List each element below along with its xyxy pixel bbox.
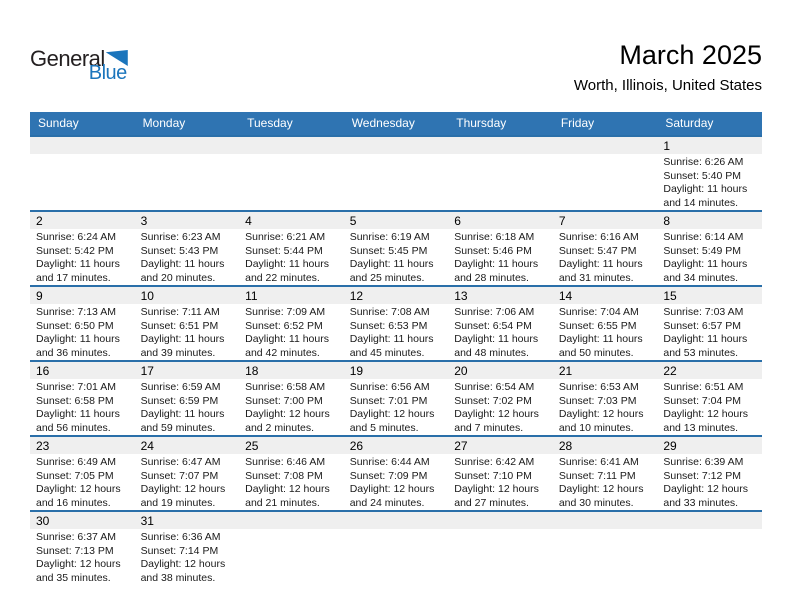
sunrise-line: Sunrise: 6:58 AM xyxy=(245,381,326,393)
sunset-line: Sunset: 5:49 PM xyxy=(663,244,742,257)
day-details xyxy=(553,529,658,531)
weekday-header: Tuesday xyxy=(239,112,344,136)
sunset-line: Sunset: 7:09 PM xyxy=(349,469,428,482)
day-cell xyxy=(239,436,344,511)
day-cell xyxy=(344,361,449,436)
weekday-header: Monday xyxy=(135,112,240,136)
day-details xyxy=(135,379,240,435)
logo-text-general: General xyxy=(30,46,105,71)
daylight-line: Daylight: 11 hours and 34 minutes. xyxy=(663,258,748,284)
day-number: 9 xyxy=(30,287,135,304)
sunset-line: Sunset: 7:13 PM xyxy=(36,544,114,557)
sunrise-line: Sunrise: 7:01 AM xyxy=(36,381,116,393)
day-cell xyxy=(344,436,449,511)
day-cell xyxy=(657,286,762,361)
sunset-line: Sunset: 5:40 PM xyxy=(663,169,742,182)
day-number: 6 xyxy=(448,212,553,229)
day-number xyxy=(135,137,240,154)
sunrise-line: Sunrise: 6:56 AM xyxy=(349,381,430,393)
day-number: 11 xyxy=(239,287,344,304)
day-details xyxy=(344,529,449,531)
day-number xyxy=(553,137,658,154)
daylight-line: Daylight: 12 hours and 21 minutes. xyxy=(245,483,330,509)
week-row xyxy=(30,286,762,361)
sunset-line: Sunset: 6:58 PM xyxy=(36,394,114,407)
day-cell xyxy=(448,511,553,585)
day-cell xyxy=(239,211,344,286)
day-cell xyxy=(553,136,658,211)
day-cell xyxy=(553,211,658,286)
day-cell xyxy=(30,136,135,211)
day-number xyxy=(30,137,135,154)
sunset-line: Sunset: 7:04 PM xyxy=(663,394,742,407)
sunrise-line: Sunrise: 6:51 AM xyxy=(663,381,744,393)
day-number: 14 xyxy=(553,287,658,304)
sunset-line: Sunset: 5:42 PM xyxy=(36,244,114,257)
day-details xyxy=(344,454,449,510)
daylight-line: Daylight: 11 hours and 42 minutes. xyxy=(245,333,329,359)
week-row xyxy=(30,436,762,511)
day-number: 29 xyxy=(657,437,762,454)
day-number: 26 xyxy=(344,437,449,454)
day-details xyxy=(239,154,344,156)
sunset-line: Sunset: 7:07 PM xyxy=(140,469,219,482)
sunrise-line: Sunrise: 6:47 AM xyxy=(140,456,221,468)
day-number xyxy=(448,137,553,154)
day-number: 22 xyxy=(657,362,762,379)
day-number: 18 xyxy=(239,362,344,379)
sunset-line: Sunset: 7:10 PM xyxy=(454,469,532,482)
sunrise-line: Sunrise: 6:23 AM xyxy=(140,231,221,243)
sunset-line: Sunset: 6:53 PM xyxy=(349,319,428,332)
week-row xyxy=(30,211,762,286)
day-number xyxy=(553,512,658,529)
day-details xyxy=(448,529,553,531)
day-number: 23 xyxy=(30,437,135,454)
day-details xyxy=(448,229,553,285)
daylight-line: Daylight: 11 hours and 56 minutes. xyxy=(36,408,120,434)
day-cell xyxy=(135,211,240,286)
day-cell xyxy=(448,361,553,436)
daylight-line: Daylight: 11 hours and 36 minutes. xyxy=(36,333,120,359)
sunset-line: Sunset: 5:47 PM xyxy=(558,244,637,257)
sunset-line: Sunset: 5:45 PM xyxy=(349,244,428,257)
day-cell xyxy=(239,286,344,361)
daylight-line: Daylight: 12 hours and 16 minutes. xyxy=(36,483,121,509)
week-row xyxy=(30,136,762,211)
day-cell xyxy=(448,436,553,511)
day-cell xyxy=(553,436,658,511)
week-row xyxy=(30,511,762,585)
sunrise-line: Sunrise: 7:08 AM xyxy=(349,306,430,318)
day-number: 13 xyxy=(448,287,553,304)
day-cell xyxy=(657,136,762,211)
day-number: 20 xyxy=(448,362,553,379)
sunrise-line: Sunrise: 7:11 AM xyxy=(140,306,220,318)
day-number: 7 xyxy=(553,212,658,229)
day-details xyxy=(30,154,135,156)
day-number: 24 xyxy=(135,437,240,454)
day-details xyxy=(344,229,449,285)
day-details xyxy=(135,304,240,360)
day-details xyxy=(448,154,553,156)
sunset-line: Sunset: 6:57 PM xyxy=(663,319,742,332)
daylight-line: Daylight: 12 hours and 7 minutes. xyxy=(454,408,539,434)
day-details xyxy=(553,154,658,156)
day-cell xyxy=(344,511,449,585)
day-cell xyxy=(135,136,240,211)
sunrise-line: Sunrise: 6:54 AM xyxy=(454,381,535,393)
sunset-line: Sunset: 6:52 PM xyxy=(245,319,323,332)
day-details xyxy=(30,379,135,435)
sunset-line: Sunset: 7:11 PM xyxy=(558,469,636,482)
day-cell xyxy=(239,136,344,211)
day-details xyxy=(239,454,344,510)
title-block xyxy=(574,40,762,94)
day-number: 17 xyxy=(135,362,240,379)
daylight-line: Daylight: 12 hours and 27 minutes. xyxy=(454,483,539,509)
daylight-line: Daylight: 11 hours and 53 minutes. xyxy=(663,333,748,359)
sunrise-line: Sunrise: 6:53 AM xyxy=(558,381,639,393)
day-cell xyxy=(657,436,762,511)
day-number: 27 xyxy=(448,437,553,454)
weekday-header: Saturday xyxy=(657,112,762,136)
sunrise-line: Sunrise: 6:59 AM xyxy=(140,381,221,393)
day-details xyxy=(135,454,240,510)
day-details xyxy=(30,454,135,510)
day-number: 12 xyxy=(344,287,449,304)
day-cell xyxy=(30,211,135,286)
day-cell xyxy=(553,511,658,585)
daylight-line: Daylight: 12 hours and 38 minutes. xyxy=(140,558,226,584)
sunset-line: Sunset: 6:51 PM xyxy=(140,319,219,332)
day-details xyxy=(553,379,658,435)
sunset-line: Sunset: 6:54 PM xyxy=(454,319,532,332)
day-cell xyxy=(657,211,762,286)
day-details xyxy=(344,304,449,360)
sunrise-line: Sunrise: 6:42 AM xyxy=(454,456,535,468)
sunset-line: Sunset: 5:44 PM xyxy=(245,244,323,257)
daylight-line: Daylight: 12 hours and 30 minutes. xyxy=(558,483,644,509)
daylight-line: Daylight: 12 hours and 35 minutes. xyxy=(36,558,121,584)
day-number: 8 xyxy=(657,212,762,229)
day-cell xyxy=(30,286,135,361)
sunset-line: Sunset: 7:00 PM xyxy=(245,394,323,407)
day-number: 16 xyxy=(30,362,135,379)
day-number: 30 xyxy=(30,512,135,529)
day-number: 2 xyxy=(30,212,135,229)
day-cell xyxy=(448,286,553,361)
day-cell xyxy=(344,136,449,211)
daylight-line: Daylight: 11 hours and 28 minutes. xyxy=(454,258,539,284)
day-number: 25 xyxy=(239,437,344,454)
weekday-header: Wednesday xyxy=(344,112,449,136)
general-blue-logo xyxy=(30,48,128,83)
day-cell xyxy=(239,361,344,436)
day-number: 19 xyxy=(344,362,449,379)
day-cell xyxy=(135,436,240,511)
weekday-header: Thursday xyxy=(448,112,553,136)
week-row xyxy=(30,361,762,436)
daylight-line: Daylight: 11 hours and 14 minutes. xyxy=(663,183,748,209)
page-header xyxy=(30,40,762,102)
sunrise-line: Sunrise: 6:46 AM xyxy=(245,456,326,468)
sunset-line: Sunset: 7:02 PM xyxy=(454,394,532,407)
day-cell xyxy=(657,361,762,436)
day-number xyxy=(657,512,762,529)
day-details xyxy=(344,154,449,156)
day-details xyxy=(657,154,762,210)
day-cell xyxy=(135,511,240,585)
daylight-line: Daylight: 11 hours and 20 minutes. xyxy=(140,258,225,284)
sunrise-line: Sunrise: 7:06 AM xyxy=(454,306,535,318)
daylight-line: Daylight: 11 hours and 22 minutes. xyxy=(245,258,329,284)
sunrise-line: Sunrise: 6:18 AM xyxy=(454,231,535,243)
day-details xyxy=(657,529,762,531)
day-details xyxy=(657,454,762,510)
day-number: 3 xyxy=(135,212,240,229)
weekday-header: Sunday xyxy=(30,112,135,136)
logo-text-blue: Blue xyxy=(88,62,127,84)
sunset-line: Sunset: 5:46 PM xyxy=(454,244,532,257)
sunrise-line: Sunrise: 6:24 AM xyxy=(36,231,116,243)
day-details xyxy=(448,379,553,435)
sunrise-line: Sunrise: 6:44 AM xyxy=(349,456,430,468)
sunrise-line: Sunrise: 6:16 AM xyxy=(558,231,639,243)
sunrise-line: Sunrise: 6:39 AM xyxy=(663,456,744,468)
day-details xyxy=(553,229,658,285)
day-details xyxy=(553,454,658,510)
day-details xyxy=(657,379,762,435)
day-details xyxy=(239,304,344,360)
day-details xyxy=(135,229,240,285)
day-cell xyxy=(448,136,553,211)
sunrise-line: Sunrise: 6:49 AM xyxy=(36,456,116,468)
day-cell xyxy=(344,286,449,361)
weekday-header: Friday xyxy=(553,112,658,136)
daylight-line: Daylight: 11 hours and 50 minutes. xyxy=(558,333,643,359)
day-number: 21 xyxy=(553,362,658,379)
day-cell xyxy=(239,511,344,585)
daylight-line: Daylight: 12 hours and 33 minutes. xyxy=(663,483,749,509)
day-details xyxy=(657,229,762,285)
day-cell xyxy=(448,211,553,286)
sunset-line: Sunset: 7:08 PM xyxy=(245,469,323,482)
day-cell xyxy=(30,361,135,436)
day-number xyxy=(344,137,449,154)
sunset-line: Sunset: 6:59 PM xyxy=(140,394,219,407)
day-number xyxy=(239,512,344,529)
sunrise-line: Sunrise: 6:36 AM xyxy=(140,531,221,543)
sunrise-line: Sunrise: 7:04 AM xyxy=(558,306,639,318)
daylight-line: Daylight: 11 hours and 59 minutes. xyxy=(140,408,225,434)
day-number: 28 xyxy=(553,437,658,454)
day-details xyxy=(30,229,135,285)
calendar-body xyxy=(30,136,762,585)
sunset-line: Sunset: 7:03 PM xyxy=(558,394,637,407)
sunrise-line: Sunrise: 6:19 AM xyxy=(349,231,430,243)
daylight-line: Daylight: 12 hours and 24 minutes. xyxy=(349,483,435,509)
sunset-line: Sunset: 6:55 PM xyxy=(558,319,637,332)
daylight-line: Daylight: 11 hours and 31 minutes. xyxy=(558,258,643,284)
sunrise-line: Sunrise: 7:13 AM xyxy=(36,306,116,318)
location-subtitle: Worth, Illinois, United States xyxy=(573,77,762,95)
day-details xyxy=(657,304,762,360)
day-details xyxy=(239,229,344,285)
day-details xyxy=(239,529,344,531)
day-number: 31 xyxy=(135,512,240,529)
sunset-line: Sunset: 6:50 PM xyxy=(36,319,114,332)
day-cell xyxy=(553,286,658,361)
daylight-line: Daylight: 12 hours and 2 minutes. xyxy=(245,408,330,434)
day-number: 1 xyxy=(657,137,762,154)
sunrise-line: Sunrise: 6:41 AM xyxy=(558,456,639,468)
day-number xyxy=(448,512,553,529)
sunrise-line: Sunrise: 6:26 AM xyxy=(663,156,744,168)
daylight-line: Daylight: 11 hours and 39 minutes. xyxy=(140,333,225,359)
day-number: 15 xyxy=(657,287,762,304)
daylight-line: Daylight: 11 hours and 25 minutes. xyxy=(349,258,434,284)
sunset-line: Sunset: 5:43 PM xyxy=(140,244,219,257)
day-details xyxy=(30,529,135,585)
day-cell xyxy=(344,211,449,286)
calendar-table xyxy=(30,112,762,585)
day-cell xyxy=(553,361,658,436)
sunrise-line: Sunrise: 7:09 AM xyxy=(245,306,326,318)
day-details xyxy=(239,379,344,435)
sunset-line: Sunset: 7:05 PM xyxy=(36,469,114,482)
sunrise-line: Sunrise: 6:21 AM xyxy=(245,231,326,243)
day-details xyxy=(344,379,449,435)
day-details xyxy=(448,454,553,510)
day-details xyxy=(448,304,553,360)
daylight-line: Daylight: 12 hours and 5 minutes. xyxy=(349,408,435,434)
sunset-line: Sunset: 7:12 PM xyxy=(663,469,742,482)
day-details xyxy=(135,154,240,156)
day-cell xyxy=(30,511,135,585)
sunset-line: Sunset: 7:01 PM xyxy=(349,394,428,407)
sunrise-line: Sunrise: 6:37 AM xyxy=(36,531,116,543)
day-number: 4 xyxy=(239,212,344,229)
daylight-line: Daylight: 12 hours and 13 minutes. xyxy=(663,408,749,434)
sunset-line: Sunset: 7:14 PM xyxy=(140,544,219,557)
day-number: 10 xyxy=(135,287,240,304)
day-details xyxy=(30,304,135,360)
day-cell xyxy=(657,511,762,585)
daylight-line: Daylight: 12 hours and 19 minutes. xyxy=(140,483,226,509)
daylight-line: Daylight: 11 hours and 48 minutes. xyxy=(454,333,539,359)
month-title: March 2025 xyxy=(619,40,762,70)
day-number: 5 xyxy=(344,212,449,229)
day-number xyxy=(344,512,449,529)
day-details xyxy=(553,304,658,360)
sunrise-line: Sunrise: 6:14 AM xyxy=(663,231,744,243)
day-cell xyxy=(135,361,240,436)
daylight-line: Daylight: 12 hours and 10 minutes. xyxy=(558,408,644,434)
weekday-header-row xyxy=(30,112,762,136)
day-cell xyxy=(30,436,135,511)
sunrise-line: Sunrise: 7:03 AM xyxy=(663,306,744,318)
daylight-line: Daylight: 11 hours and 17 minutes. xyxy=(36,258,120,284)
day-details xyxy=(135,529,240,585)
day-cell xyxy=(135,286,240,361)
day-number xyxy=(239,137,344,154)
daylight-line: Daylight: 11 hours and 45 minutes. xyxy=(349,333,434,359)
